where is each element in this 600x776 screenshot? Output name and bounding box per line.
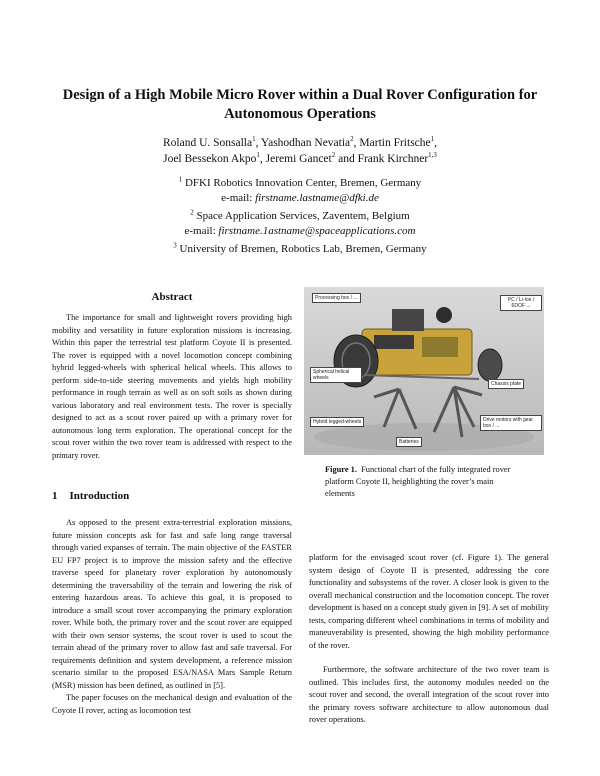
section-heading-introduction xyxy=(52,490,141,502)
author-sup: 1 xyxy=(430,135,435,144)
sensor-mast xyxy=(436,307,452,323)
affiliation-sup: 2 xyxy=(190,208,194,217)
title-line-1: Design of a High Mobile Micro Rover within a Dual Rover Configuration for xyxy=(62,87,538,103)
author-sep: , xyxy=(434,137,438,149)
right-column-text xyxy=(309,552,549,727)
right-paragraph-2: Furthermore, the software architecture of the two rover team is outlined. This includes first, the autonomy modules needed on the scout rover and second, the overall integration of the scout rover into the primary rovers software architecture to allow autonomous dual rover operations. xyxy=(309,665,549,724)
section-title: Introduction xyxy=(69,490,130,502)
label-batteries: Batteries xyxy=(396,437,422,447)
email-address[interactable]: firstname.lastname@dfki.de xyxy=(255,192,379,204)
authors-line-2 xyxy=(60,151,540,167)
authors-line-1 xyxy=(60,135,540,151)
figure-1-caption xyxy=(325,464,515,500)
affiliation-sup: 3 xyxy=(173,241,177,250)
author-sup: 1,3 xyxy=(428,151,437,160)
author-name: , Martin Fritsche xyxy=(353,137,431,149)
battery-pack xyxy=(422,337,458,357)
affiliation-sup: 1 xyxy=(178,175,183,184)
label-pc-imu: PC / Li-Ion / 6DOF ... xyxy=(500,295,542,311)
author-name: , Yashodhan Nevatia xyxy=(255,137,351,149)
section-number: 1 xyxy=(52,490,58,502)
figure-1-rover-photo xyxy=(304,287,544,455)
label-drive-motors: Drive motors with gear box / ... xyxy=(480,415,542,431)
author-sup: 2 xyxy=(331,151,336,160)
author-list xyxy=(60,135,540,167)
paper-title xyxy=(40,86,560,124)
label-processing-box: Processing box / ... xyxy=(312,293,361,303)
email-label: e-mail: xyxy=(221,192,256,204)
intro-paragraph-2: The paper focuses on the mechanical design and evaluation of the Coyote II rover, acting as locomotion test xyxy=(52,693,292,715)
affiliation-name: DFKI Robotics Innovation Center, Bremen, Germany xyxy=(182,177,422,189)
author-sup: 1 xyxy=(252,135,256,144)
author-name: and Frank Kirchner xyxy=(335,153,429,165)
author-name: , Jeremi Gancet xyxy=(259,153,332,165)
email-address[interactable]: firstname.1astname@spaceapplications.com xyxy=(218,225,416,237)
left-column-text xyxy=(52,517,292,717)
intro-paragraph-1: As opposed to the present extra-terrestrial exploration missions, future mission concepts ask for fast and safe long range traversal through varied expanses of terrain. The main objective of the FASTER EU FP7 project is to improve the mission safety and the effective traverse speed for planetary rover exploration by autonomously determining the traversability of the terrain and lowering the risk of entering hazardous areas. To achieve this goal, it is proposed to introduce a small scout rover accompanying the primary exploration rover. While both, the primary rover and the scout rover are equipped with their own sensor systems, the scout rover is used to scout the terrain ahead of the primary rover to allow fast and safe traversal. For requirements definition and system development, a reference mission scenario similar to the proposed ESA/NASA Mars Sample Return (MSR) mission has been defined, as outlined in [5]. xyxy=(52,518,292,690)
label-spherical-wheels: Spherical helical wheels xyxy=(310,367,362,383)
affiliation-2 xyxy=(60,209,540,239)
affiliation-1 xyxy=(60,176,540,206)
affiliation-name: Space Application Services, Zaventem, Belgium xyxy=(193,210,410,222)
author-name: Joel Bessekon Akpo xyxy=(163,153,257,165)
email-label: e-mail: xyxy=(184,225,219,237)
abstract-body: The importance for small and lightweight rovers providing high mobility and versatility in future exploration missions is increasing. Within this paper the terrestrial test platform Coyote II is presented. The rover is equipped with a novel locomotion concept combining hybrid legged-wheels with spherical helical wheels. This allows to perform side-to-side steering movements and yields high mobility performance in rough terrain as well as on soft soils as shown during various laboratory and real environment tests. The rover is specially designed to act as a scout rover paired up with a primary rover for autonomous long term exploration. The operational concept for the scout rover within the two rover team is addressed with respect to the primary rover. xyxy=(52,313,292,460)
electronics-box xyxy=(374,335,414,349)
abstract-heading: Abstract xyxy=(151,291,193,303)
helical-wheel-right xyxy=(478,349,502,381)
label-chassis-plate: Chassis plate xyxy=(488,379,524,389)
author-sup: 1 xyxy=(256,151,260,160)
affiliation-name: University of Bremen, Robotics Lab, Bremen, Germany xyxy=(176,243,427,255)
caption-text: Functional chart of the fully integrated rover platform Coyote II, heighlighting the rover’s main elements xyxy=(325,465,511,498)
author-sup: 2 xyxy=(350,135,354,144)
caption-label: Figure 1. xyxy=(325,465,357,474)
processing-box xyxy=(392,309,424,331)
label-legged-wheels: Hybrid legged-wheels xyxy=(310,417,364,427)
affiliation-3 xyxy=(60,242,540,257)
right-paragraph-1: platform for the envisaged scout rover (cf. Figure 1). The general system design of Coyote II is presented, addressing the core functionality and subsystems of the rover. A closer look is given to the overall mechanical construction and the locomotion concept. The rover development is based on a concept study given in [9]. A set of mobility tests, comparing different wheel combinations in terms of mobility and maneuverability is presented, showing the high mobility performance of the rover. xyxy=(309,553,549,650)
author-name: Roland U. Sonsalla xyxy=(162,137,253,149)
title-line-2: Autonomous Operations xyxy=(224,106,376,122)
